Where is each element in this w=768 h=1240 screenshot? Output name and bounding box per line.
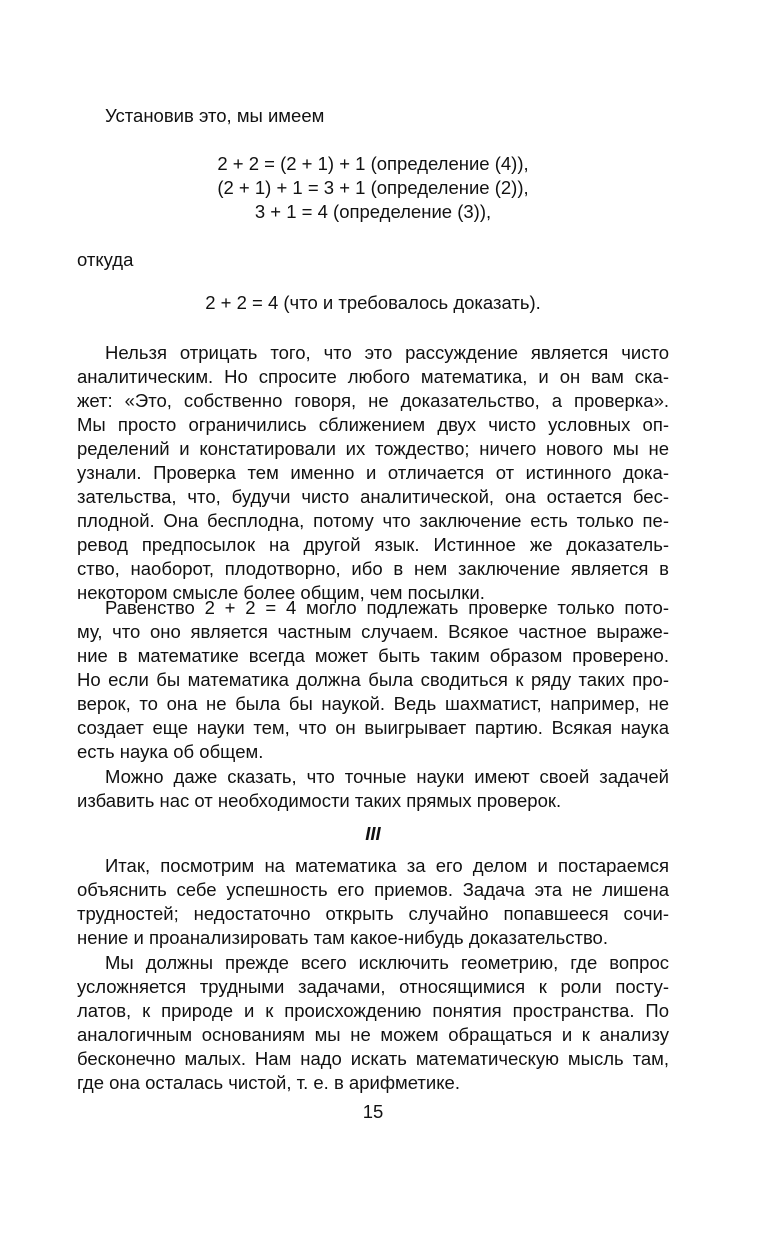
paragraph-line: зательства, что, будучи чисто аналитической, она остается бес- [77,486,669,507]
paragraph-line: где она осталась чистой, т. е. в арифметике. [77,1072,460,1093]
whence-line: откуда [77,249,134,270]
paragraph-line: плодной. Она бесплодна, потому что заключение есть только пе- [77,510,669,531]
result-equation: 2 + 2 = 4 (что и требовалось доказать). [205,292,541,313]
paragraph-line: есть наука об общем. [77,741,264,762]
paragraph-line: Итак, посмотрим на математика за его делом и постараемся [105,855,669,876]
paragraph-line: ство, наоборот, плодотворно, ибо в нем заключение является в [77,558,669,579]
paragraph-line: ределений и констатировали их тождество; ничего нового мы не [77,438,669,459]
paragraph-line: объяснить себе успешность его приемов. Задача эта не лишена [77,879,669,900]
paragraph-line: усложняется трудными задачами, относящимися к роли посту- [77,976,669,997]
paragraph-line: Но если бы математика должна была сводиться к ряду таких про- [77,669,669,690]
paragraph-line: му, что оно является частным случаем. Всякое частное выраже- [77,621,669,642]
paragraph-line: Нельзя отрицать того, что это рассуждение является чисто [105,342,669,363]
paragraph-line: трудностей; недостаточно открыть случайно попавшееся сочи- [77,903,669,924]
paragraph-line: нение и проанализировать там какое-нибудь доказательство. [77,927,608,948]
paragraph-line: Можно даже сказать, что точные науки имеют своей задачей [105,766,669,787]
equation-line: 3 + 1 = 4 (определение (3)), [254,201,492,222]
paragraph-line: узнали. Проверка тем именно и отличается от истинного дока- [77,462,669,483]
paragraph-line: избавить нас от необходимости таких прямых проверок. [77,790,562,811]
page-number: 15 [362,1101,384,1122]
equation-line: (2 + 1) + 1 = 3 + 1 (определение (2)), [217,177,529,198]
equation-line: 2 + 2 = (2 + 1) + 1 (определение (4)), [217,153,529,174]
section-heading: III [365,823,381,844]
paragraph-line: Мы должны прежде всего исключить геометрию, где вопрос [105,952,669,973]
paragraph-line: латов, к природе и к происхождению понятия пространства. По [77,1000,669,1021]
paragraph-line: ние в математике всегда может быть таким образом проверено. [77,645,669,666]
paragraph-line: аналогичным основаниям мы не можем обращаться и к анализу [77,1024,669,1045]
paragraph-line: создает еще науки тем, что он выигрывает партию. Всякая наука [77,717,669,738]
intro-line: Установив это, мы имеем [105,105,325,126]
paragraph-line: Равенство 2 + 2 = 4 могло подлежать проверке только пото- [105,597,669,618]
book-page [77,0,669,1240]
paragraph-line: верок, то она не была бы наукой. Ведь шахматист, например, не [77,693,669,714]
paragraph-line: ревод предпосылок на другой язык. Истинное же доказатель- [77,534,669,555]
paragraph-line: бесконечно малых. Нам надо искать математическую мысль там, [77,1048,669,1069]
paragraph-line: некотором смысле более общим, чем посылки. [77,582,485,603]
paragraph-line: Мы просто ограничились сближением двух чисто условных оп- [77,414,669,435]
paragraph-line: аналитическим. Но спросите любого математика, и он вам ска- [77,366,669,387]
paragraph-line: жет: «Это, собственно говоря, не доказательство, а проверка». [77,390,669,411]
